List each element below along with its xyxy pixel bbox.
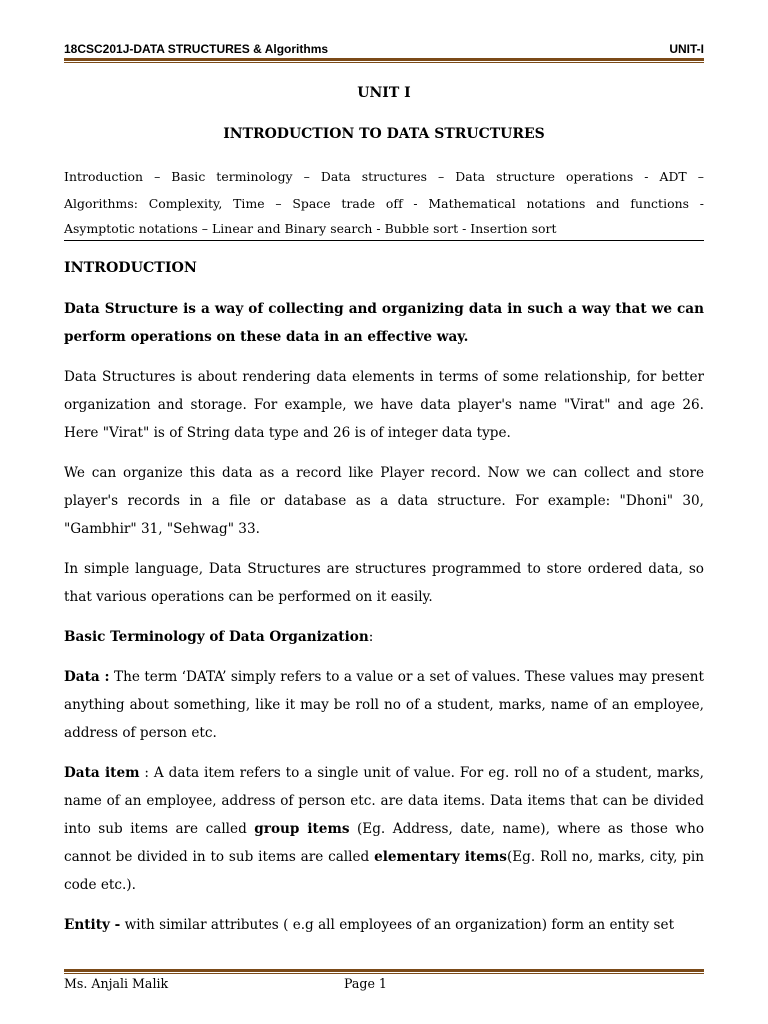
unit-title: UNIT I [357,85,411,101]
data-item-definition [64,759,704,899]
main-content [64,254,704,951]
group-items-term: group items [254,821,350,837]
paragraph: We can organize this data as a record like Player record. Now we can collect and store player's records in a file or database as a data structure. For example: "Dhoni" 30, "Gambhir" 31, "Sehwag" 33. [64,465,704,537]
topics-list [64,164,704,241]
elementary-items-term: elementary items [374,849,507,865]
page-number: Page 1 [344,976,387,991]
entity-text: with similar attributes ( e.g all employees of an organization) form an entity set [120,917,675,933]
chapter-title: INTRODUCTION TO DATA STRUCTURES [223,126,545,142]
header-rule [64,58,704,61]
data-term: Data : [64,669,110,685]
topics-line: Algorithms: Complexity, Time – Space trade off - Mathematical notations and functions - [64,195,704,211]
data-text: The term ‘DATA’ simply refers to a value or a set of values. These values may present anything about something, like it may be roll no of a student, marks, name of an employee, address of person etc. [64,669,704,741]
terminology-heading-colon: : [368,629,374,645]
data-definition [64,663,704,747]
section-heading: INTRODUCTION [64,260,197,276]
course-title: 18CSC201J-DATA STRUCTURES & Algorithms [64,42,329,56]
terminology-heading-text: Basic Terminology of Data Organization [64,629,369,645]
paragraph: Data Structures is about rendering data elements in terms of some relationship, for better organization and storage. For example, we have data player's name "Virat" and age 26. Here "Virat" is of String data type and 26 is of integer data type. [64,369,704,441]
unit-label: UNIT-I [669,42,704,56]
topics-line: Introduction – Basic terminology – Data structures – Data structure operations - ADT – [64,169,704,184]
author-name: Ms. Anjali Malik [64,976,169,991]
entity-term: Entity - [64,917,121,933]
terminology-heading [64,623,704,651]
data-item-text: (Eg. Address, date, name), where as those who cannot be divided in to sub items are called [64,821,705,865]
footer-rule [64,969,704,972]
paragraph: In simple language, Data Structures are structures programmed to store ordered data, so that various operations can be performed on it easily. [64,561,704,605]
data-item-text: (Eg. Roll no, marks, city, pin code etc.). [64,849,705,893]
topics-line: Asymptotic notations – Linear and Binary search - Bubble sort - Insertion sort [64,217,704,241]
entity-definition [64,911,704,939]
definition-paragraph: Data Structure is a way of collecting and organizing data in such a way that we can perform operations on these data in an effective way. [64,301,704,345]
data-item-text: : A data item refers to a single unit of value. For eg. roll no of a student, marks, name of an employee, address of person etc. are data items. Data items that can be divided into sub items are called [64,765,704,837]
data-item-term: Data item [64,765,140,781]
page-header [64,42,704,56]
